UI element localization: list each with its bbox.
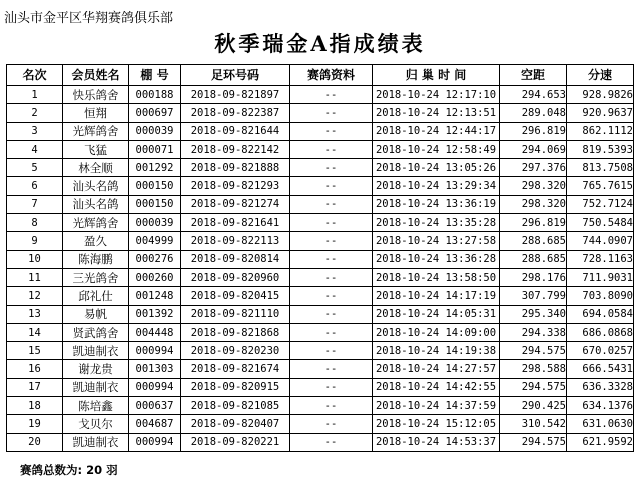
table-row [7, 104, 634, 122]
loft-cell: 000039 [129, 214, 181, 232]
time-cell: 2018-10-24 14:37:59 [373, 397, 500, 415]
rank-cell: 11 [7, 268, 63, 286]
loft-cell: 000150 [129, 195, 181, 213]
table-row [7, 287, 634, 305]
distance-cell: 298.588 [500, 360, 567, 378]
info-cell: -- [290, 360, 373, 378]
loft-cell: 000697 [129, 104, 181, 122]
member-cell: 戈贝尔 [63, 415, 129, 433]
header-member: 会员姓名 [63, 65, 129, 86]
time-cell: 2018-10-24 14:19:38 [373, 342, 500, 360]
time-cell: 2018-10-24 13:36:28 [373, 250, 500, 268]
member-cell: 光辉鸽舍 [63, 214, 129, 232]
ring-cell: 2018-09-821644 [181, 122, 290, 140]
ring-cell: 2018-09-821674 [181, 360, 290, 378]
distance-cell: 297.376 [500, 159, 567, 177]
info-cell: -- [290, 104, 373, 122]
member-cell: 恒翔 [63, 104, 129, 122]
ring-cell: 2018-09-822142 [181, 140, 290, 158]
member-cell: 林全顺 [63, 159, 129, 177]
header-distance: 空距 [500, 65, 567, 86]
ring-cell: 2018-09-820915 [181, 378, 290, 396]
distance-cell: 295.340 [500, 305, 567, 323]
info-cell: -- [290, 159, 373, 177]
ring-cell: 2018-09-820415 [181, 287, 290, 305]
distance-cell: 289.048 [500, 104, 567, 122]
speed-cell: 862.1112 [567, 122, 634, 140]
loft-cell: 000150 [129, 177, 181, 195]
table-row [7, 250, 634, 268]
info-cell: -- [290, 287, 373, 305]
loft-cell: 000276 [129, 250, 181, 268]
distance-cell: 298.320 [500, 177, 567, 195]
distance-cell: 294.069 [500, 140, 567, 158]
results-table [6, 64, 634, 452]
speed-cell: 636.3328 [567, 378, 634, 396]
table-row [7, 397, 634, 415]
ring-cell: 2018-09-820814 [181, 250, 290, 268]
header-info: 赛鸽资料 [290, 65, 373, 86]
info-cell: -- [290, 415, 373, 433]
page-title: 秋季瑞金A指成绩表 [214, 31, 426, 56]
loft-cell: 000994 [129, 342, 181, 360]
info-cell: -- [290, 214, 373, 232]
speed-cell: 728.1163 [567, 250, 634, 268]
info-cell: -- [290, 177, 373, 195]
header-ring: 足环号码 [181, 65, 290, 86]
distance-cell: 294.575 [500, 378, 567, 396]
rank-cell: 10 [7, 250, 63, 268]
time-cell: 2018-10-24 13:05:26 [373, 159, 500, 177]
speed-cell: 631.0630 [567, 415, 634, 433]
distance-cell: 290.425 [500, 397, 567, 415]
info-cell: -- [290, 305, 373, 323]
distance-cell: 307.799 [500, 287, 567, 305]
speed-cell: 670.0257 [567, 342, 634, 360]
distance-cell: 296.819 [500, 122, 567, 140]
rank-cell: 19 [7, 415, 63, 433]
member-cell: 光辉鸽舍 [63, 122, 129, 140]
ring-cell: 2018-09-821641 [181, 214, 290, 232]
member-cell: 快乐鸽舍 [63, 86, 129, 104]
table-row [7, 177, 634, 195]
rank-cell: 15 [7, 342, 63, 360]
distance-cell: 294.653 [500, 86, 567, 104]
rank-cell: 18 [7, 397, 63, 415]
member-cell: 易帆 [63, 305, 129, 323]
table-row [7, 159, 634, 177]
speed-cell: 703.8090 [567, 287, 634, 305]
loft-cell: 004687 [129, 415, 181, 433]
loft-cell: 000260 [129, 268, 181, 286]
table-row [7, 232, 634, 250]
time-cell: 2018-10-24 14:09:00 [373, 323, 500, 341]
table-row [7, 214, 634, 232]
ring-cell: 2018-09-820407 [181, 415, 290, 433]
loft-cell: 001392 [129, 305, 181, 323]
time-cell: 2018-10-24 13:27:58 [373, 232, 500, 250]
speed-cell: 752.7124 [567, 195, 634, 213]
speed-cell: 711.9031 [567, 268, 634, 286]
rank-cell: 14 [7, 323, 63, 341]
distance-cell: 294.338 [500, 323, 567, 341]
info-cell: -- [290, 323, 373, 341]
info-cell: -- [290, 86, 373, 104]
header-time: 归 巢 时 间 [373, 65, 500, 86]
ring-cell: 2018-09-821888 [181, 159, 290, 177]
table-row [7, 433, 634, 451]
info-cell: -- [290, 433, 373, 451]
member-cell: 飞猛 [63, 140, 129, 158]
distance-cell: 298.176 [500, 268, 567, 286]
speed-cell: 744.0907 [567, 232, 634, 250]
speed-cell: 621.9592 [567, 433, 634, 451]
ring-cell: 2018-09-821274 [181, 195, 290, 213]
info-cell: -- [290, 342, 373, 360]
speed-cell: 819.5393 [567, 140, 634, 158]
header-row [7, 65, 634, 86]
loft-cell: 004448 [129, 323, 181, 341]
time-cell: 2018-10-24 12:58:49 [373, 140, 500, 158]
distance-cell: 288.685 [500, 250, 567, 268]
rank-cell: 2 [7, 104, 63, 122]
table-row [7, 360, 634, 378]
member-cell: 汕头名鸽 [63, 195, 129, 213]
time-cell: 2018-10-24 14:53:37 [373, 433, 500, 451]
loft-cell: 001248 [129, 287, 181, 305]
rank-cell: 7 [7, 195, 63, 213]
speed-cell: 765.7615 [567, 177, 634, 195]
header-loft: 棚 号 [129, 65, 181, 86]
ring-cell: 2018-09-820230 [181, 342, 290, 360]
ring-cell: 2018-09-821293 [181, 177, 290, 195]
info-cell: -- [290, 268, 373, 286]
speed-cell: 634.1376 [567, 397, 634, 415]
rank-cell: 1 [7, 86, 63, 104]
time-cell: 2018-10-24 13:58:50 [373, 268, 500, 286]
header-rank: 名次 [7, 65, 63, 86]
ring-cell: 2018-09-821085 [181, 397, 290, 415]
club-name: 汕头市金平区华翔赛鸽俱乐部 [4, 11, 174, 26]
speed-cell: 928.9826 [567, 86, 634, 104]
table-row [7, 122, 634, 140]
loft-cell: 000637 [129, 397, 181, 415]
member-cell: 汕头名鸽 [63, 177, 129, 195]
ring-cell: 2018-09-822387 [181, 104, 290, 122]
member-cell: 陈海鹏 [63, 250, 129, 268]
member-cell: 凯迪制衣 [63, 378, 129, 396]
rank-cell: 9 [7, 232, 63, 250]
distance-cell: 288.685 [500, 232, 567, 250]
rank-cell: 4 [7, 140, 63, 158]
rank-cell: 8 [7, 214, 63, 232]
time-cell: 2018-10-24 13:35:28 [373, 214, 500, 232]
rank-cell: 17 [7, 378, 63, 396]
time-cell: 2018-10-24 12:44:17 [373, 122, 500, 140]
speed-cell: 686.0868 [567, 323, 634, 341]
info-cell: -- [290, 122, 373, 140]
ring-cell: 2018-09-821110 [181, 305, 290, 323]
distance-cell: 296.819 [500, 214, 567, 232]
ring-cell: 2018-09-821897 [181, 86, 290, 104]
member-cell: 陈培鑫 [63, 397, 129, 415]
rank-cell: 13 [7, 305, 63, 323]
speed-cell: 750.5484 [567, 214, 634, 232]
time-cell: 2018-10-24 13:29:34 [373, 177, 500, 195]
table-row [7, 415, 634, 433]
time-cell: 2018-10-24 14:27:57 [373, 360, 500, 378]
rank-cell: 20 [7, 433, 63, 451]
time-cell: 2018-10-24 13:36:19 [373, 195, 500, 213]
speed-cell: 694.0584 [567, 305, 634, 323]
table-row [7, 378, 634, 396]
member-cell: 凯迪制衣 [63, 433, 129, 451]
speed-cell: 666.5431 [567, 360, 634, 378]
ring-cell: 2018-09-820221 [181, 433, 290, 451]
distance-cell: 294.575 [500, 342, 567, 360]
distance-cell: 298.320 [500, 195, 567, 213]
member-cell: 三光鸽舍 [63, 268, 129, 286]
loft-cell: 000994 [129, 378, 181, 396]
rank-cell: 16 [7, 360, 63, 378]
distance-cell: 310.542 [500, 415, 567, 433]
rank-cell: 3 [7, 122, 63, 140]
speed-cell: 813.7508 [567, 159, 634, 177]
time-cell: 2018-10-24 15:12:05 [373, 415, 500, 433]
member-cell: 邱礼仕 [63, 287, 129, 305]
member-cell: 贤武鸽舍 [63, 323, 129, 341]
distance-cell: 294.575 [500, 433, 567, 451]
ring-cell: 2018-09-820960 [181, 268, 290, 286]
info-cell: -- [290, 250, 373, 268]
table-row [7, 323, 634, 341]
loft-cell: 001292 [129, 159, 181, 177]
ring-cell: 2018-09-821868 [181, 323, 290, 341]
time-cell: 2018-10-24 14:05:31 [373, 305, 500, 323]
rank-cell: 5 [7, 159, 63, 177]
speed-cell: 920.9637 [567, 104, 634, 122]
rank-cell: 6 [7, 177, 63, 195]
time-cell: 2018-10-24 12:13:51 [373, 104, 500, 122]
table-row [7, 86, 634, 104]
loft-cell: 004999 [129, 232, 181, 250]
member-cell: 盈久 [63, 232, 129, 250]
ring-cell: 2018-09-822113 [181, 232, 290, 250]
table-row [7, 268, 634, 286]
table-row [7, 342, 634, 360]
info-cell: -- [290, 378, 373, 396]
table-row [7, 140, 634, 158]
info-cell: -- [290, 232, 373, 250]
header-speed: 分速 [567, 65, 634, 86]
time-cell: 2018-10-24 14:17:19 [373, 287, 500, 305]
loft-cell: 001303 [129, 360, 181, 378]
time-cell: 2018-10-24 14:42:55 [373, 378, 500, 396]
loft-cell: 000071 [129, 140, 181, 158]
info-cell: -- [290, 140, 373, 158]
loft-cell: 000188 [129, 86, 181, 104]
loft-cell: 000994 [129, 433, 181, 451]
rank-cell: 12 [7, 287, 63, 305]
member-cell: 谢龙贵 [63, 360, 129, 378]
time-cell: 2018-10-24 12:17:10 [373, 86, 500, 104]
table-row [7, 305, 634, 323]
info-cell: -- [290, 195, 373, 213]
loft-cell: 000039 [129, 122, 181, 140]
total-count: 赛鸽总数为: 20 羽 [20, 463, 118, 477]
info-cell: -- [290, 397, 373, 415]
table-row [7, 195, 634, 213]
member-cell: 凯迪制衣 [63, 342, 129, 360]
